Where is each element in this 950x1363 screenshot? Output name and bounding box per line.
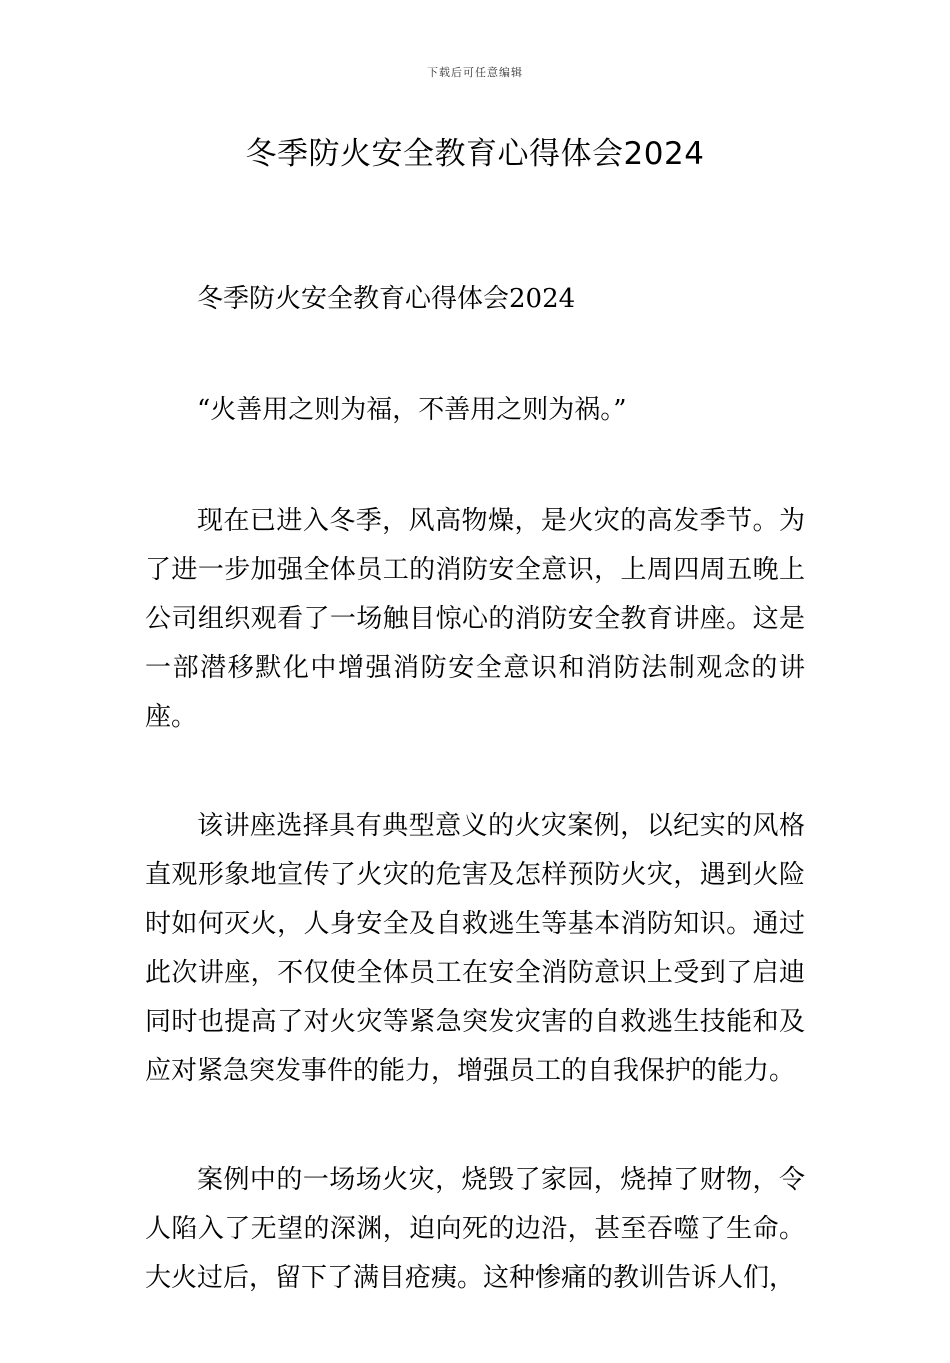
header-note: 下载后可任意编辑	[427, 66, 523, 79]
paragraph: 现在已进入冬季，风高物燥，是火灾的高发季节。为了进一步加强全体员工的消防安全意识，上周四周五晚上公司组织观看了一场触目惊心的消防安全教育讲座。这是一部潜移默化中增强消防安全意识和消防法制观念的讲座。	[145, 506, 805, 732]
paragraph-subtitle: 冬季防火安全教育心得体会2024	[197, 284, 576, 314]
document-body	[145, 275, 805, 1363]
paragraph: 该讲座选择具有典型意义的火灾案例，以纪实的风格直观形象地宣传了火灾的危害及怎样预防火灾，遇到火险时如何灭火，人身安全及自救逃生等基本消防知识。通过此次讲座，不仅使全体员工在安全消防意识上受到了启迪同时也提高了对火灾等紧急突发灾害的自救逃生技能和及应对紧急突发事件的能力，增强员工的自我保护的能力。	[145, 811, 805, 1086]
paragraph: 案例中的一场场火灾，烧毁了家园，烧掉了财物，令人陷入了无望的深渊，迫向死的边沿，甚至吞噬了生命。大火过后，留下了满目疮痍。这种惨痛的教训告诉人们，	[145, 1165, 805, 1293]
document-title: 冬季防火安全教育心得体会2024	[245, 136, 705, 172]
paragraph-quote: “火善用之则为福，不善用之则为祸。”	[197, 395, 627, 425]
